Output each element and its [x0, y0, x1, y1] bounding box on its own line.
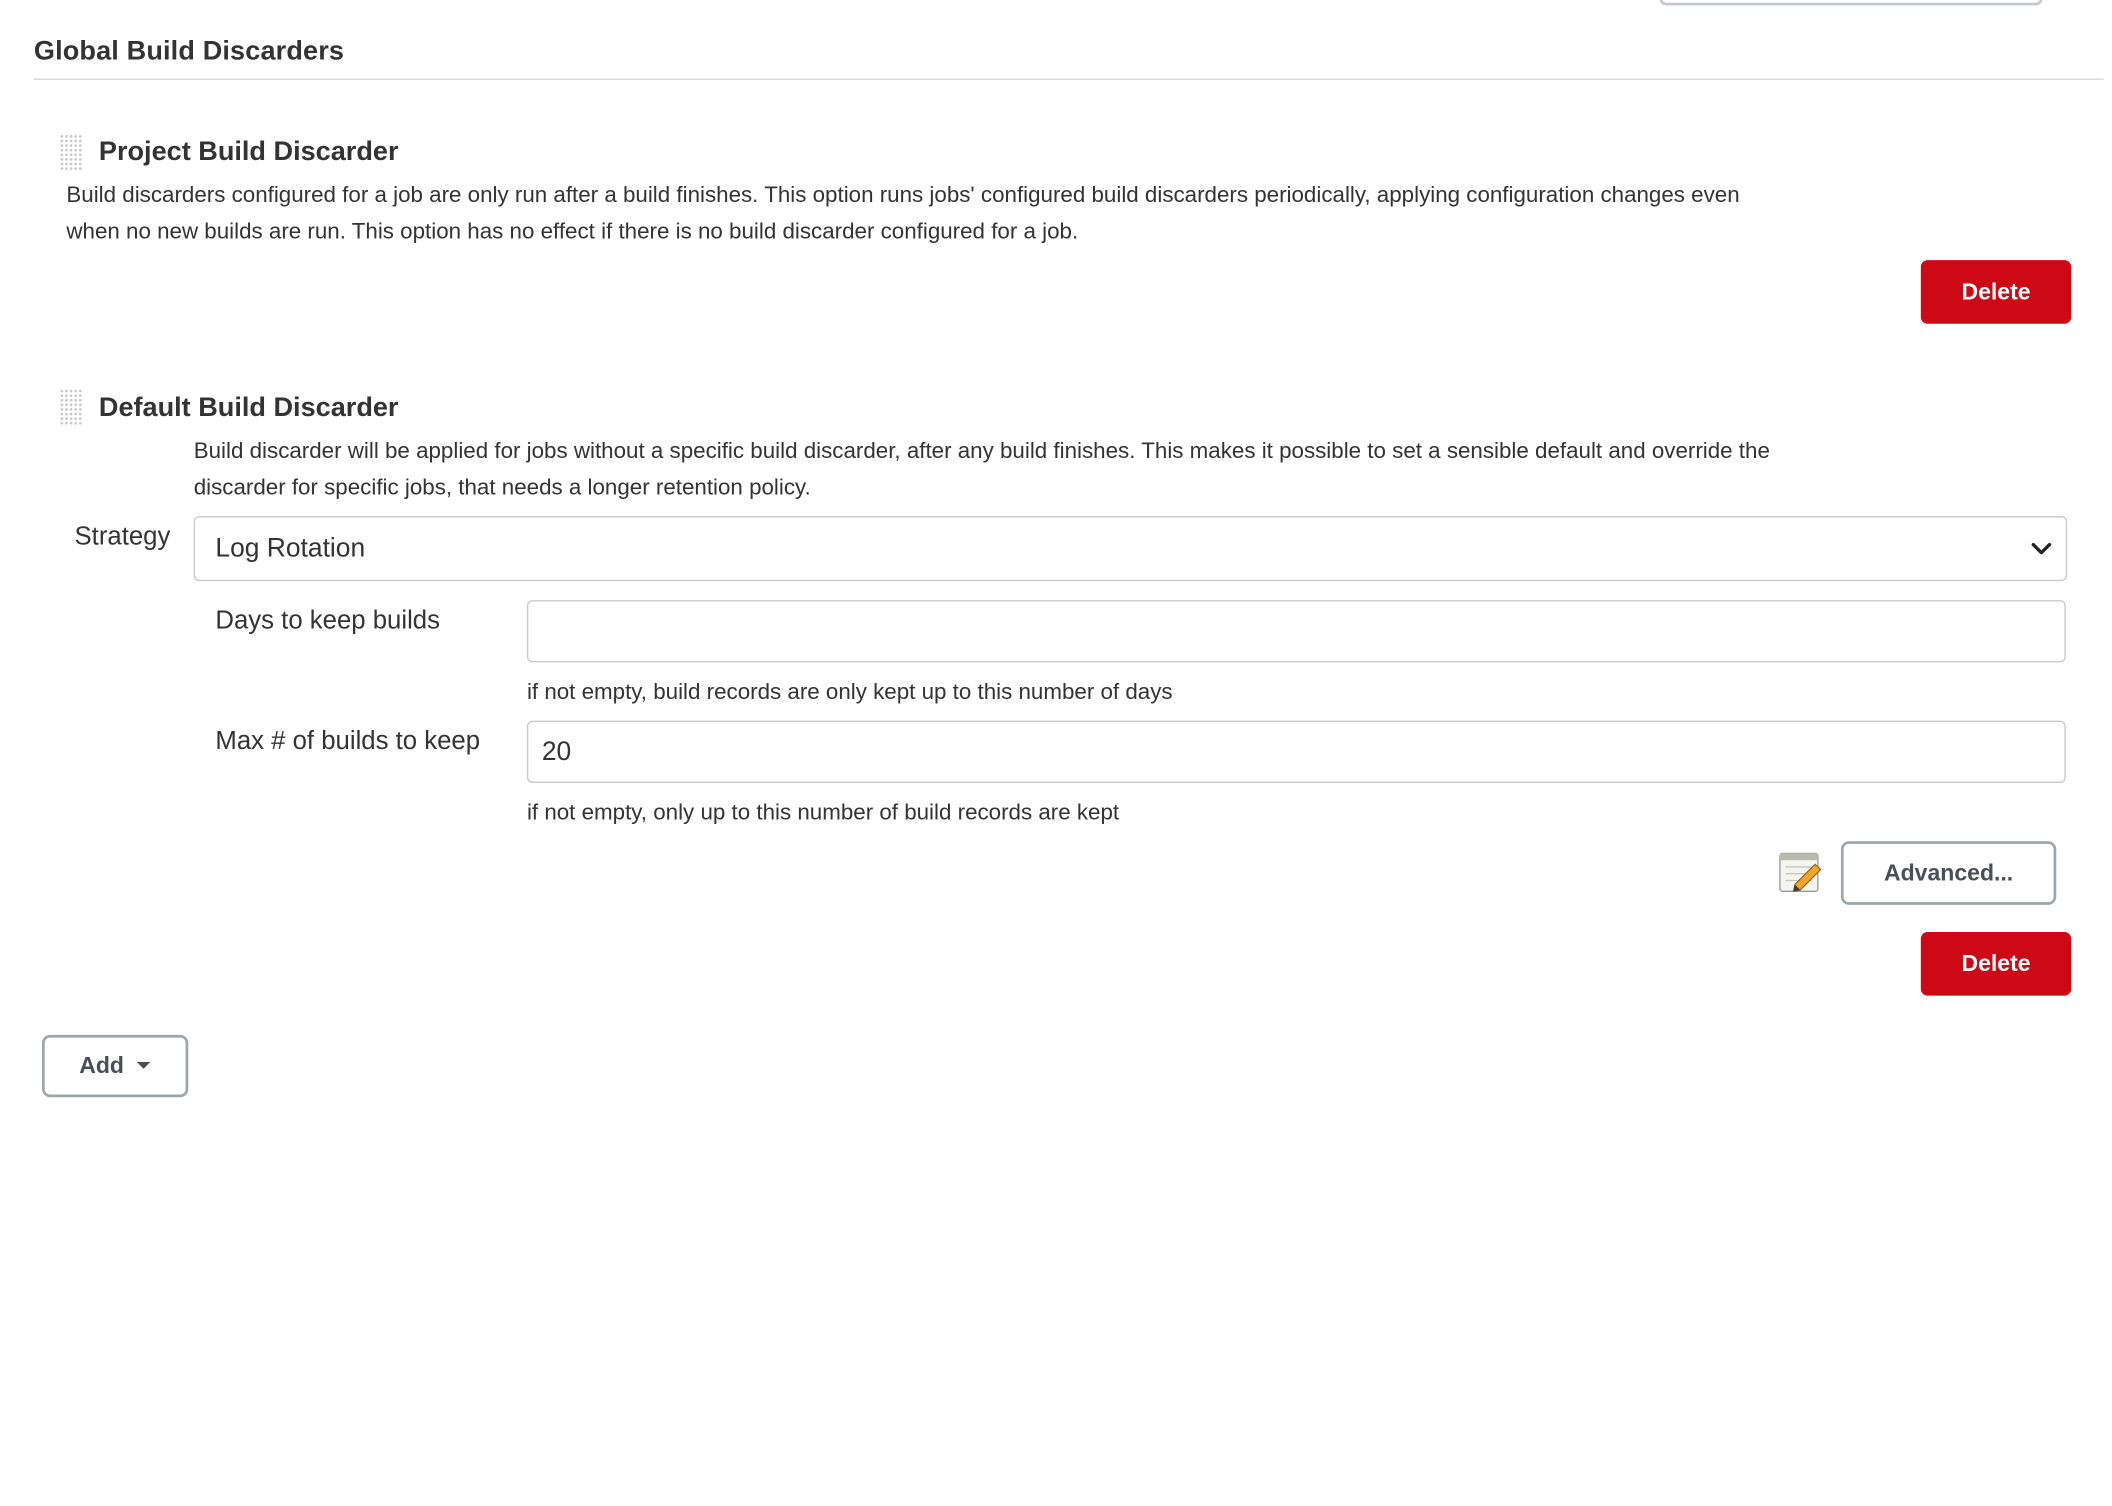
advanced-button[interactable]: Advanced...: [1841, 841, 2056, 905]
description-line: when no new builds are run. This option has no effect if there is no build discarder configured for a job.: [66, 219, 1079, 244]
project-discarder-title: Project Build Discarder: [98, 136, 399, 167]
delete-default-discarder-button[interactable]: Delete: [1921, 932, 2071, 996]
days-to-keep-input[interactable]: [527, 600, 2066, 662]
days-to-keep-label: Days to keep builds: [215, 606, 441, 636]
add-discarder-button[interactable]: [42, 1035, 188, 1097]
notepad-icon[interactable]: [1776, 848, 1825, 897]
strategy-select[interactable]: [194, 516, 2067, 581]
drag-handle-icon[interactable]: [60, 389, 83, 427]
strategy-label: Strategy: [74, 522, 171, 552]
default-discarder-title: Default Build Discarder: [98, 392, 399, 423]
caret-down-icon: [135, 1061, 151, 1072]
days-to-keep-help: if not empty, build records are only kept up to this number of days: [526, 680, 1173, 705]
section-divider: [34, 79, 2104, 80]
chevron-down-icon: [2028, 535, 2055, 562]
max-builds-input[interactable]: [527, 721, 2066, 783]
default-discarder-description: [194, 433, 2077, 506]
delete-project-discarder-button[interactable]: Delete: [1921, 260, 2071, 324]
max-builds-label: Max # of builds to keep: [215, 727, 481, 756]
description-line: discarder for specific jobs, that needs a longer retention policy.: [193, 475, 811, 500]
strategy-selected-value: Log Rotation: [215, 533, 366, 563]
add-button-label: Add: [79, 1052, 124, 1079]
project-discarder-description: [66, 177, 2071, 250]
max-builds-help: if not empty, only up to this number of build records are kept: [526, 800, 1120, 825]
drag-handle-icon[interactable]: [60, 134, 83, 172]
top-partial-button[interactable]: [1659, 0, 2042, 5]
description-line: Build discarders configured for a job are only run after a build finishes. This option runs jobs' configured build discarders periodically, applying configuration changes even: [66, 182, 1740, 208]
description-line: Build discarder will be applied for jobs without a specific build discarder, after any build finishes. This makes it possible to set a sensible default and override the: [193, 438, 1770, 464]
section-title: Global Build Discarders: [33, 36, 345, 67]
